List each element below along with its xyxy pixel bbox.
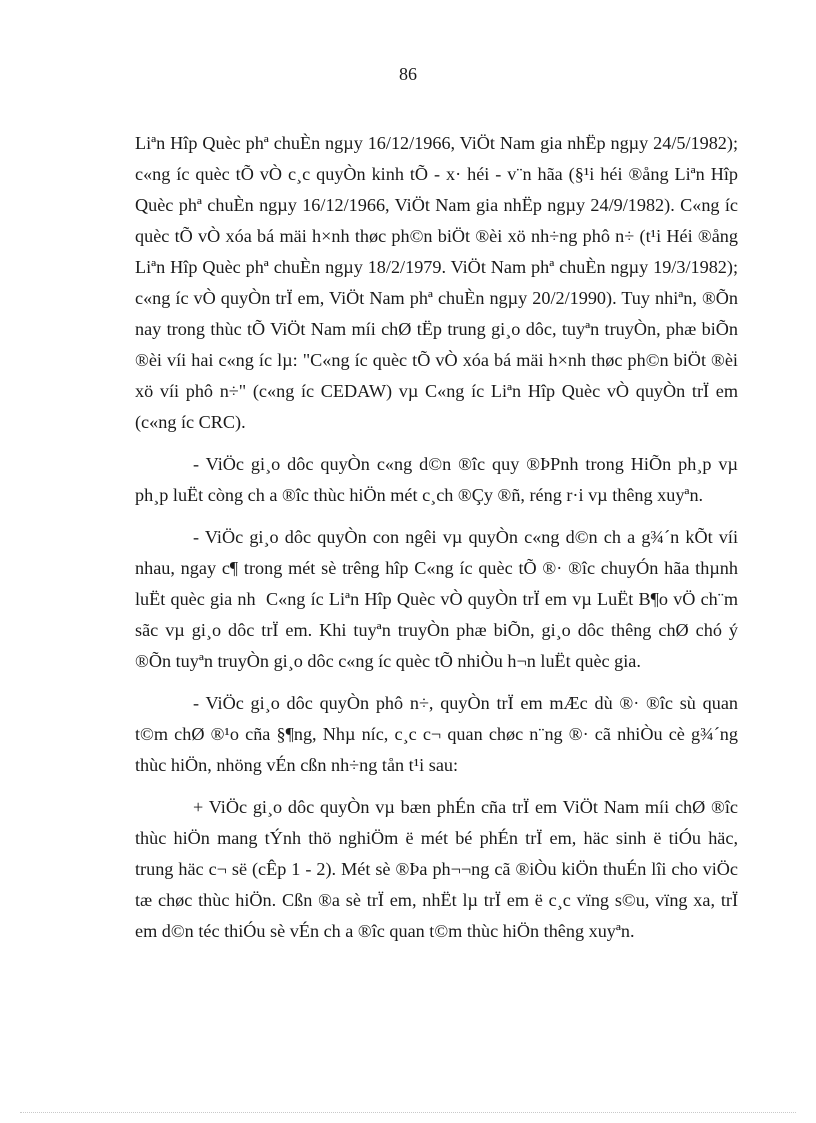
paragraph-1: Liªn Hîp Quèc phª chuÈn ngµy 16/12/1966, ViÖt Nam gia nhËp ngµy 24/5/1982); c«ng íc quèc tÕ vÒ c¸c quyÒn kinh tÕ - x· héi - v¨n hãa (§¹i héi ®ång Liªn Hîp Quèc phª chuÈn ngµy 16/12/1966, ViÖt Nam gia nhËp ngµy 24/9/1982). C«ng íc quèc tÕ vÒ xóa bá mäi h×nh thøc ph©n biÖt ®èi xö nh÷ng phô n÷ (t¹i Héi ®ång Liªn Hîp Quèc phª chuÈn ngµy 18/2/1979. ViÖt Nam phª chuÈn ngµy 19/3/1982); c«ng íc vÒ quyÒn trÏ em, ViÖt Nam phª chuÈn ngµy 20/2/1990). Tuy nhiªn, ®Õn nay trong thùc tÕ ViÖt Nam míi chØ tËp trung gi¸o dôc, tuyªn truyÒn, phæ biÕn ®èi víi hai c«ng íc lµ: "C«ng íc quèc tÕ vÒ xóa bá mäi h×nh thøc ph©n biÖt ®èi xö víi phô n÷" (c«ng íc CEDAW) vµ C«ng íc Liªn Hîp Quèc vÒ quyÒn trÏ em (c«ng íc CRC). <box>135 133 738 432</box>
paragraph-2: - ViÖc gi¸o dôc quyÒn c«ng d©n ®îc quy ®ÞPnh trong HiÕn ph¸p vµ ph¸p luËt còng ch a ®îc thùc hiÖn mét c¸ch ®Çy ®ñ, réng r·i vµ thêng xuyªn. <box>135 454 738 505</box>
paragraph-3: - ViÖc gi¸o dôc quyÒn con ngêi vµ quyÒn c«ng d©n ch a g¾´n kÕt víi nhau, ngay c¶ trong mét sè trêng hîp C«ng íc quèc tÕ ®· ®îc chuyÓn hãa thµnh luËt quèc gia nh C«ng íc Liªn Hîp Quèc vÒ quyÒn trÏ em vµ LuËt B¶o vÖ ch¨m sãc vµ gi¸o dôc trÏ em. Khi tuyªn truyÒn phæ biÕn, gi¸o dôc thêng chØ chó ý ®Õn tuyªn truyÒn gi¸o dôc c«ng íc quèc tÕ nhiÒu h¬n luËt quèc gia. <box>135 527 738 671</box>
page-bottom-divider <box>20 1112 796 1113</box>
paragraph-4: - ViÖc gi¸o dôc quyÒn phô n÷, quyÒn trÏ em mÆc dù ®· ®îc sù quan t©m chØ ®¹o cña §¶ng, Nhµ níc, c¸c c¬ quan chøc n¨ng ®· cã nhiÒu cè g¾´ng thùc hiÖn, nhöng vÉn cßn nh÷ng tån t¹i sau: <box>135 693 738 775</box>
page-number: 86 <box>399 64 417 84</box>
body-text <box>135 128 738 958</box>
paragraph-5: + ViÖc gi¸o dôc quyÒn vµ bæn phÉn cña trÏ em ViÖt Nam míi chØ ®îc thùc hiÖn mang tÝnh thö nghiÖm ë mét bé phÉn trÏ em, häc sinh ë tiÓu häc, trung häc c¬ së (cÊp 1 - 2). Mét sè ®Þa ph¬¬ng cã ®iÒu kiÖn thuÉn lîi cho viÖc tæ chøc thùc hiÖn. Cßn ®a sè trÏ em, nhËt lµ trÏ em ë c¸c vïng s©u, vïng xa, trÏ em d©n téc thiÓu sè vÉn ch a ®îc quan t©m thùc hiÖn thêng xuyªn. <box>135 797 738 941</box>
